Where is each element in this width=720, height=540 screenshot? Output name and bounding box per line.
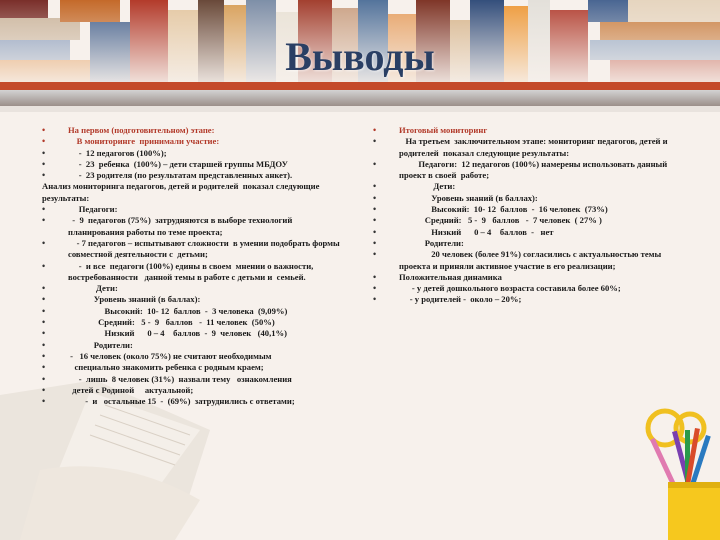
slide-title: Выводы [285, 34, 435, 79]
list-item: • - 23 родителя (по результатам представленных анкет). [42, 170, 350, 181]
left-list [42, 125, 350, 407]
list-item: • На первом (подготовительном) этапе: [42, 125, 350, 136]
list-item: Анализ мониторинга педагогов, детей и родителей показал следующие результаты: [42, 181, 324, 203]
right-list [373, 125, 683, 306]
list-item: • - 16 человек (около 75%) не считают необходимым [42, 351, 350, 362]
list-item: • - у детей дошкольного возраста составила более 60%; [373, 283, 683, 294]
shelf [0, 90, 720, 106]
list-item: • Родители: [42, 340, 350, 351]
list-item: • Уровень знаний (в баллах): [373, 193, 683, 204]
list-item: • Уровень знаний (в баллах): [42, 294, 350, 305]
list-item: • Итоговый мониторинг [373, 125, 683, 136]
list-item: • Педагоги: 12 педагогов (100%) намерены использовать данный проект в своей работе; [373, 159, 683, 182]
list-item: • - лишь 8 человек (31%) назвали тему ознакомления [42, 374, 350, 385]
list-item: • специально знакомить ребенка с родным краем; [42, 362, 350, 373]
list-item: • Педагоги: [42, 204, 350, 215]
list-item: • Дети: [373, 181, 683, 192]
list-item: • На третьем заключительном этапе: мониторинг педагогов, детей и родителей показал следующие результаты: [373, 136, 683, 159]
shelf-edge [0, 82, 720, 90]
list-item: • Высокий: 10- 12 баллов - 3 человека (9,09%) [42, 306, 350, 317]
list-item: • Высокий: 10- 12 баллов - 16 человек (73%) [373, 204, 683, 215]
list-item: • детей с Родиной актуальной; [42, 385, 350, 396]
list-item: • - 7 педагогов – испытывают сложности в умении подобрать формы совместной деятельности с детьми; [42, 238, 350, 261]
left-column [42, 125, 350, 407]
list-item: • Средний: 5 - 9 баллов - 7 человек ( 27% ) [373, 215, 683, 226]
list-item: • - и все педагоги (100%) едины в своем мнении о важности, востребованности данной темы в работе с детьми и семьей. [42, 261, 350, 284]
list-item: • - 23 ребенка (100%) – дети старшей группы МБДОУ [42, 159, 350, 170]
list-item: • Родители: [373, 238, 683, 249]
list-item: • Низкий 0 – 4 баллов - 9 человек (40,1%) [42, 328, 350, 339]
list-item: • Средний: 5 - 9 баллов - 11 человек (50%) [42, 317, 350, 328]
list-item: • 20 человек (более 91%) согласились с актуальностью темы проекта и приняли активное участие в его реализации; [373, 249, 683, 272]
list-item: • - и остальные 15 - (69%) затруднились с ответами; [42, 396, 350, 407]
list-item: • - 12 педагогов (100%); [42, 148, 350, 159]
right-column [373, 125, 683, 306]
list-item: • Положительная динамика [373, 272, 683, 283]
list-item: • Низкий 0 – 4 баллов - нет [373, 227, 683, 238]
list-item: • Дети: [42, 283, 350, 294]
list-item: • - 9 педагогов (75%) затрудняются в выборе технологий планирования работы по теме проекта; [42, 215, 350, 238]
list-item: • В мониторинге принимали участие: [42, 136, 350, 147]
list-item: • - у родителей - около – 20%; [373, 294, 683, 305]
